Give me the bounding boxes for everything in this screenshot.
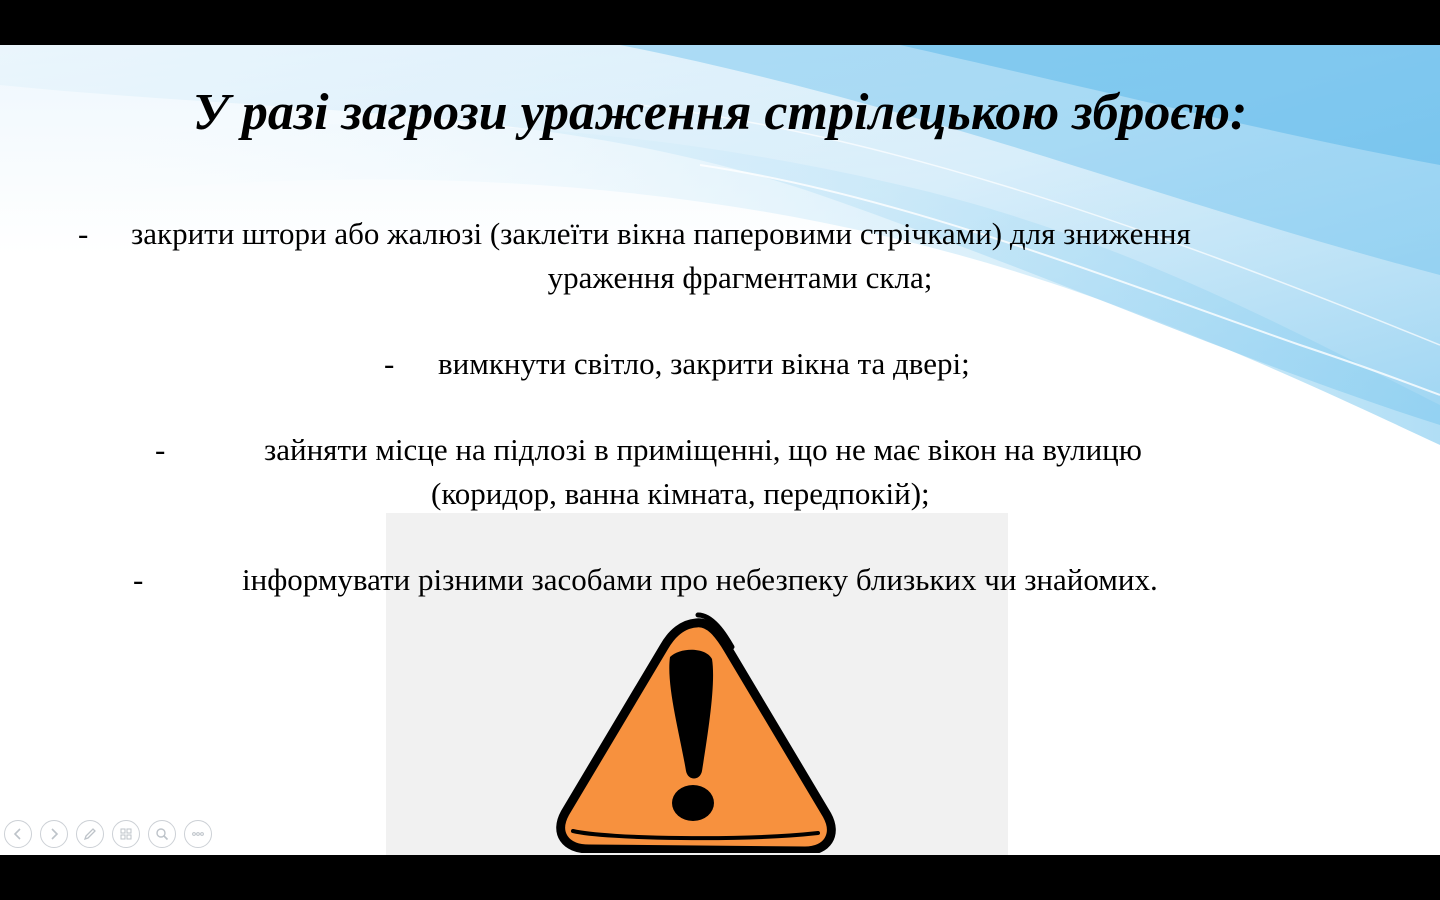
pen-icon xyxy=(82,826,98,842)
slide-title: У разі загрози ураження стрілецькою зброєю: xyxy=(192,84,1248,141)
slideshow-controls xyxy=(4,820,212,852)
chevron-right-icon xyxy=(46,826,62,842)
bullet-text-line: закрити штори або жалюзі (заклеїти вікна паперовими стрічками) для зниження xyxy=(131,216,1191,251)
previous-slide-button[interactable] xyxy=(4,820,32,848)
magnifier-icon xyxy=(154,826,170,842)
bullet-dash: - xyxy=(384,346,395,381)
bullet-text-line: інформувати різними засобами про небезпеку близьких чи знайомих. xyxy=(242,562,1158,597)
grid-icon xyxy=(118,826,134,842)
bullet-text-line: ураження фрагментами скла; xyxy=(547,260,933,295)
bullet-dash: - xyxy=(133,562,144,597)
more-icon xyxy=(190,826,206,842)
bullet-text-line: зайняти місце на підлозі в приміщенні, що не має вікон на вулицю xyxy=(264,432,1142,467)
slide[interactable] xyxy=(0,45,1440,855)
warning-triangle-icon xyxy=(546,603,846,853)
letterbox-top xyxy=(0,0,1440,45)
letterbox-bottom xyxy=(0,855,1440,900)
next-slide-button[interactable] xyxy=(40,820,68,848)
chevron-left-icon xyxy=(10,826,26,842)
bullet-item-2 xyxy=(384,342,1084,386)
zoom-button[interactable] xyxy=(148,820,176,848)
bullet-dash: - xyxy=(78,216,89,251)
pen-tool-button[interactable] xyxy=(76,820,104,848)
bullet-text-line: вимкнути світло, закрити вікна та двері; xyxy=(438,346,970,381)
bullet-item-1 xyxy=(60,212,1390,300)
bullet-dash: - xyxy=(155,432,166,467)
bullet-text-line: (коридор, ванна кімната, передпокій); xyxy=(431,476,930,511)
see-all-slides-button[interactable] xyxy=(112,820,140,848)
more-options-button[interactable] xyxy=(184,820,212,848)
bullet-item-4 xyxy=(133,558,1333,602)
bullet-item-3 xyxy=(155,428,1295,516)
